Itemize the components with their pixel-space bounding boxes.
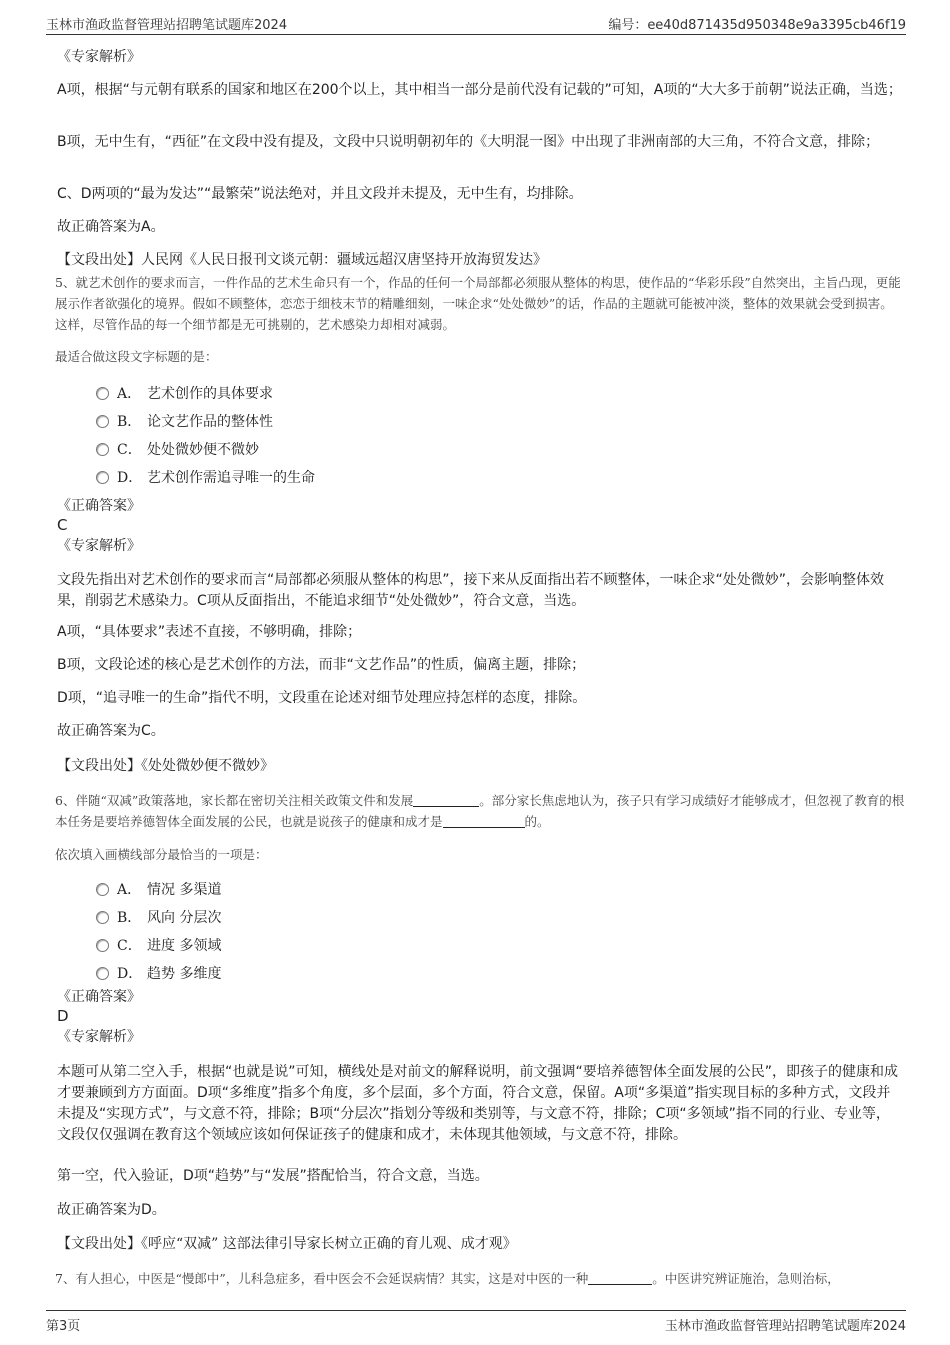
q6-option-c[interactable]: C． 进度 多领域 xyxy=(96,936,221,956)
q6-conclusion: 故正确答案为D。 xyxy=(57,1202,166,1218)
q5-analysis-b: B项，文段论述的核心是艺术创作的方法，而非“文艺作品”的性质，偏离主题，排除； xyxy=(57,657,586,673)
q5-source: 【文段出处】《处处微妙便不微妙》 xyxy=(57,758,274,774)
q4-expert-label: 《专家解析》 xyxy=(57,49,141,65)
q4-conclusion: 故正确答案为A。 xyxy=(57,219,165,235)
q6-source: 【文段出处】《呼应“双减” 这部法律引导家长树立正确的育儿观、成才观》 xyxy=(57,1236,517,1252)
q6-analysis-main: 本题可从第二空入手，根据“也就是说”可知，横线处是对前文的解释说明，前文强调“要培养德智体全面发展的公民”，即孩子的健康和成才要兼顾到方方面面。D项“多维度”指多个角度，多个层面，多个方面，符合文意，保留。A项“多渠道”指实现目标的多种方式，文段并未提及“实现方式”，与文意不符，排除；B项“分层次”指划分等级和类别等，与文意不符，排除；C项“多领域”指不同的行业、专业等，文段仅仅强调在教育这个领域应该如何保证孩子的健康和成才，未体现其他领域，与文意不符，排除。 xyxy=(57,1064,899,1143)
q5-analysis-main: 文段先指出对艺术创作的要求而言“局部都必须服从整体的构思”，接下来从反面指出若不顾整体，一味企求“处处微妙”，会影响整体效果，削弱艺术感染力。C项从反面指出，不能追求细节“处处微妙”，符合文意，当选。 xyxy=(57,572,885,609)
q5-answer: C xyxy=(57,516,68,534)
q5-option-a[interactable]: A． 艺术创作的具体要求 xyxy=(96,384,273,404)
header-code: 编号：ee40d871435d950348e9a3395cb46f19 xyxy=(608,18,906,33)
q4-analysis-b: B项，无中生有，“西征”在文段中没有提及，文段中只说明朝初年的《大明混一图》中出现了非洲南部的大三角，不符合文意，排除； xyxy=(57,134,880,150)
q5-option-d[interactable]: D． 艺术创作需追寻唯一的生命 xyxy=(96,468,315,488)
q6-option-a[interactable]: A． 情况 多渠道 xyxy=(96,880,221,900)
radio-icon[interactable] xyxy=(96,939,109,952)
q6-answer: D xyxy=(57,1007,69,1025)
q6-option-b[interactable]: B． 风向 分层次 xyxy=(96,908,221,928)
radio-icon[interactable] xyxy=(96,387,109,400)
q6-analysis-first-blank: 第一空，代入验证，D项“趋势”与“发展”搭配恰当，符合文意，当选。 xyxy=(57,1168,489,1184)
q4-analysis-cd: C、D两项的“最为发达”“最繁荣”说法绝对，并且文段并未提及，无中生有，均排除。 xyxy=(57,186,583,202)
radio-icon[interactable] xyxy=(96,471,109,484)
q4-source: 【文段出处】人民网《人民日报刊文谈元朝：疆域远超汉唐坚持开放海贸发达》 xyxy=(57,252,547,268)
q6-answer-label: 《正确答案》 xyxy=(57,989,141,1005)
q5-option-c[interactable]: C． 处处微妙便不微妙 xyxy=(96,440,259,460)
page-header xyxy=(46,12,906,35)
radio-icon[interactable] xyxy=(96,443,109,456)
footer-page-number: 第3页 xyxy=(46,1319,81,1334)
q5-stem: 5、就艺术创作的要求而言，一件作品的艺术生命只有一个，作品的任何一个局部都必须服从整体的构思，使作品的“华彩乐段”自然突出，主旨凸现，更能展示作者欲强化的境界。假如不顾整体，恋恋于细枝末节的精雕细刻，一味企求“处处微妙”的话，作品的主题就可能被冲淡，整体的效果就会受到损害。这样，尽管作品的每一个细节都是无可挑剔的，艺术感染力却相对减弱。 xyxy=(55,275,901,332)
header-title: 玉林市渔政监督管理站招聘笔试题库2024 xyxy=(46,18,288,33)
q5-analysis-d: D项，“追寻唯一的生命”指代不明，文段重在论述对细节处理应持怎样的态度，排除。 xyxy=(57,690,587,706)
page-footer xyxy=(46,1310,906,1335)
q6-option-d[interactable]: D． 趋势 多维度 xyxy=(96,964,221,984)
q5-conclusion: 故正确答案为C。 xyxy=(57,723,165,739)
q5-option-b[interactable]: B． 论文艺作品的整体性 xyxy=(96,412,273,432)
q6-blank-2 xyxy=(443,815,525,828)
q5-expert-label: 《专家解析》 xyxy=(57,538,141,554)
q6-question: 依次填入画横线部分最恰当的一项是： xyxy=(55,847,268,862)
q6-stem: 6、伴随“双减”政策落地，家长都在密切关注相关政策文件和发展 。部分家长焦虑地认为，孩子只有学习成绩好才能够成才，但忽视了教育的根本任务是要培养德智体全面发展的公民，也就是说孩子的健康和成才是 的。 xyxy=(55,793,905,829)
q5-question: 最适合做这段文字标题的是： xyxy=(55,349,218,364)
radio-icon[interactable] xyxy=(96,911,109,924)
radio-icon[interactable] xyxy=(96,967,109,980)
radio-icon[interactable] xyxy=(96,883,109,896)
q5-analysis-a: A项，“具体要求”表述不直接，不够明确，排除； xyxy=(57,624,362,640)
q7-stem: 7、有人担心，中医是“慢郎中”，儿科急症多，看中医会不会延误病情？其实，这是对中医的一种 。中医讲究辨证施治，急则治标， xyxy=(55,1271,840,1286)
q6-blank-1 xyxy=(413,794,479,807)
q4-analysis-a: A项，根据“与元朝有联系的国家和地区在200个以上，其中相当一部分是前代没有记载的”可知，A项的“大大多于前朝”说法正确，当选； xyxy=(57,82,902,98)
radio-icon[interactable] xyxy=(96,415,109,428)
q7-blank-1 xyxy=(588,1272,652,1285)
q6-expert-label: 《专家解析》 xyxy=(57,1029,141,1045)
q5-answer-label: 《正确答案》 xyxy=(57,498,141,514)
footer-title: 玉林市渔政监督管理站招聘笔试题库2024 xyxy=(664,1319,906,1334)
